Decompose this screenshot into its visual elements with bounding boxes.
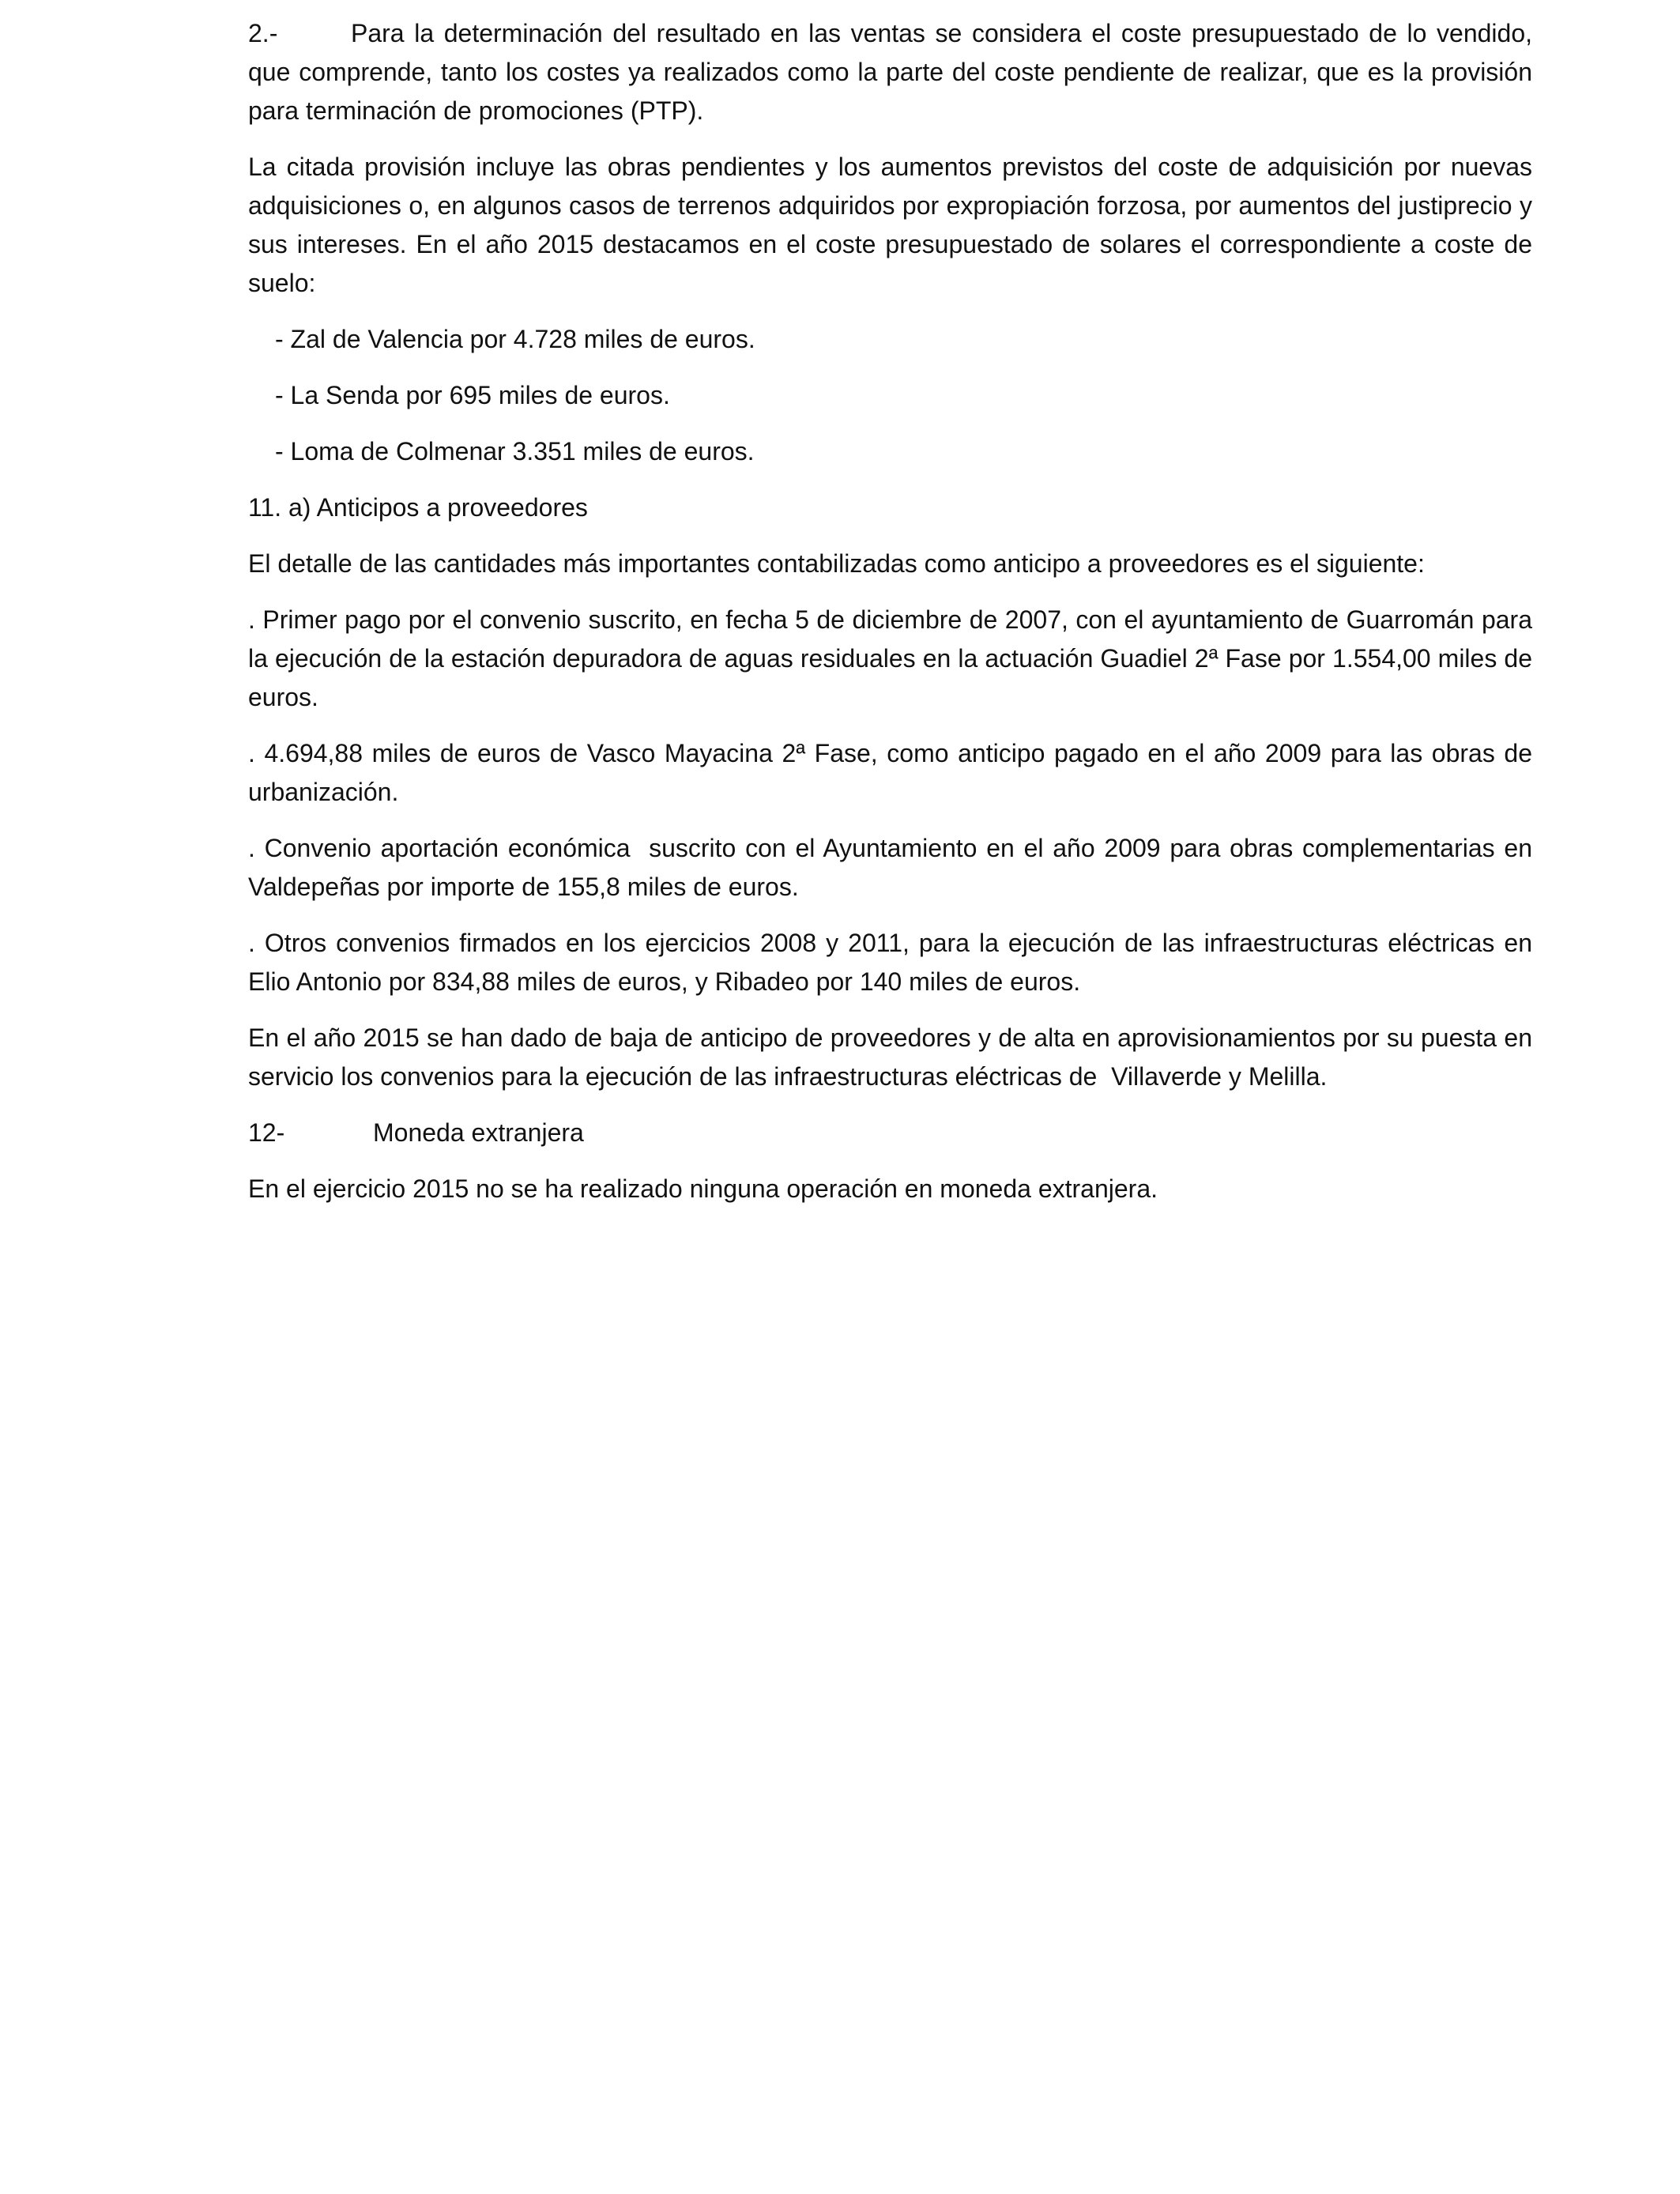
section-12-title: Moneda extranjera: [373, 1118, 584, 1147]
section-11-intro: El detalle de las cantidades más importantes contabilizadas como anticipo a proveedores es el siguiente:: [248, 549, 1425, 578]
anticipo-item-elio-antonio: . Otros convenios firmados en los ejercicios 2008 y 2011, para la ejecución de las infraestructuras eléctricas en Elio Antonio por 834,88 miles de euros, y Ribadeo por 140 miles de euros.: [248, 929, 1532, 996]
anticipo-item-guarroman: . Primer pago por el convenio suscrito, en fecha 5 de diciembre de 2007, con el ayuntamiento de Guarromán para la ejecución de la estación depuradora de aguas residuales en la actuación Guadiel 2ª Fase por 1.554,00 miles de euros.: [248, 605, 1532, 711]
provision-paragraph: La citada provisión incluye las obras pendientes y los aumentos previstos del coste de adquisición por nuevas adquisiciones o, en algunos casos de terrenos adquiridos por expropiación forzosa, por aumentos del justiprecio y sus intereses. En el año 2015 destacamos en el coste presupuestado de solares el correspondiente a coste de suelo:: [248, 153, 1532, 297]
section-11-heading: 11. a) Anticipos a proveedores: [248, 493, 588, 522]
section-11-closing: En el año 2015 se han dado de baja de anticipo de proveedores y de alta en aprovisionamientos por su puesta en servicio los convenios para la ejecución de las infraestructuras eléctricas de Villaverde y Melilla.: [248, 1023, 1539, 1091]
section-2-text: Para la determinación del resultado en las ventas se considera el coste presupuestado de lo vendido, que comprende, tanto los costes ya realizados como la parte del coste pendiente de realizar, que es la provisión para terminación de promociones (PTP).: [248, 19, 1532, 125]
anticipo-item-valdepenas: . Convenio aportación económica suscrito con el Ayuntamiento en el año 2009 para obras complementarias en Valdepeñas por importe de 155,8 miles de euros.: [248, 834, 1539, 901]
suelo-item-zal-valencia: - Zal de Valencia por 4.728 miles de euros.: [275, 325, 755, 353]
section-2-paragraph: [248, 14, 1532, 130]
section-12-number: 12-: [248, 1118, 285, 1147]
anticipo-item-vasco-mayacina: . 4.694,88 miles de euros de Vasco Mayacina 2ª Fase, como anticipo pagado en el año 2009 para las obras de urbanización.: [248, 739, 1532, 806]
document-page: [248, 14, 1539, 1226]
suelo-item-loma-colmenar: - Loma de Colmenar 3.351 miles de euros.: [275, 437, 755, 466]
section-2-number: 2.-: [248, 19, 278, 47]
section-12-heading: [248, 1114, 1532, 1152]
section-12-text: En el ejercicio 2015 no se ha realizado ninguna operación en moneda extranjera.: [248, 1174, 1158, 1203]
suelo-item-la-senda: - La Senda por 695 miles de euros.: [275, 381, 670, 409]
